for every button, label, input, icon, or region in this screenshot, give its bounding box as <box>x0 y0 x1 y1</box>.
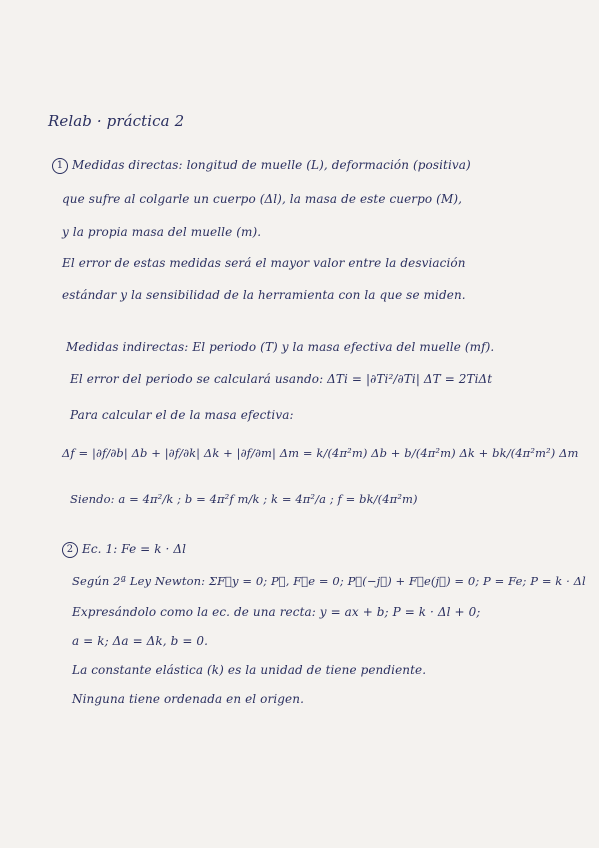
section-1-formula-definitions: Siendo: a = 4π²/k ; b = 4π²f m/k ; k = 4π²/a ; f = bk/(4π²m) <box>70 492 418 506</box>
section-1-formula-error: Δf = |∂f/∂b| Δb + |∂f/∂k| Δk + |∂f/∂m| Δm = k/(4π²m) Δb + b/(4π²m) Δk + bk/(4π²m²) Δm <box>62 446 579 460</box>
text-line: Medidas directas: longitud de muelle (L), deformación (positiva) <box>72 158 471 172</box>
section-1-line-1 <box>52 158 599 174</box>
section-number-badge: 2 <box>62 542 78 558</box>
section-2-line-3: Expresándolo como la ec. de una recta: y = ax + b; P = k · Δl + 0; <box>72 605 481 619</box>
section-2-line-2: Según 2ª Ley Newton: ΣF⃗y = 0; P⃗, F⃗e = 0; P⃗(−j⃗) + F⃗e(j⃗) = 0; P = Fe; P = k · Δl <box>72 574 586 588</box>
section-1-line-2: que sufre al colgarle un cuerpo (Δl), la masa de este cuerpo (M), <box>62 192 463 206</box>
section-2-line-6: Ninguna tiene ordenada en el origen. <box>72 692 304 706</box>
section-1-line-3: y la propia masa del muelle (m). <box>62 225 262 239</box>
section-1-line-5: estándar y la sensibilidad de la herramienta con la que se miden. <box>62 288 466 302</box>
section-2-line-1 <box>62 542 599 558</box>
page-title: Relab · práctica 2 <box>48 112 185 130</box>
text-line: Ec. 1: Fe = k · Δl <box>82 542 187 556</box>
section-2-line-4: a = k; Δa = Δk, b = 0. <box>72 634 209 648</box>
section-2-line-5: La constante elástica (k) es la unidad de tiene pendiente. <box>72 663 427 677</box>
section-number-badge: 1 <box>52 158 68 174</box>
section-1-line-8: Para calcular el de la masa efectiva: <box>70 408 294 422</box>
section-1-line-7: El error del periodo se calculará usando: ΔTi = |∂Ti²/∂Ti| ΔT = 2TiΔt <box>70 372 493 386</box>
section-1-line-4: El error de estas medidas será el mayor valor entre la desviación <box>62 256 466 270</box>
section-1-line-6: Medidas indirectas: El periodo (T) y la masa efectiva del muelle (mf). <box>66 340 495 354</box>
